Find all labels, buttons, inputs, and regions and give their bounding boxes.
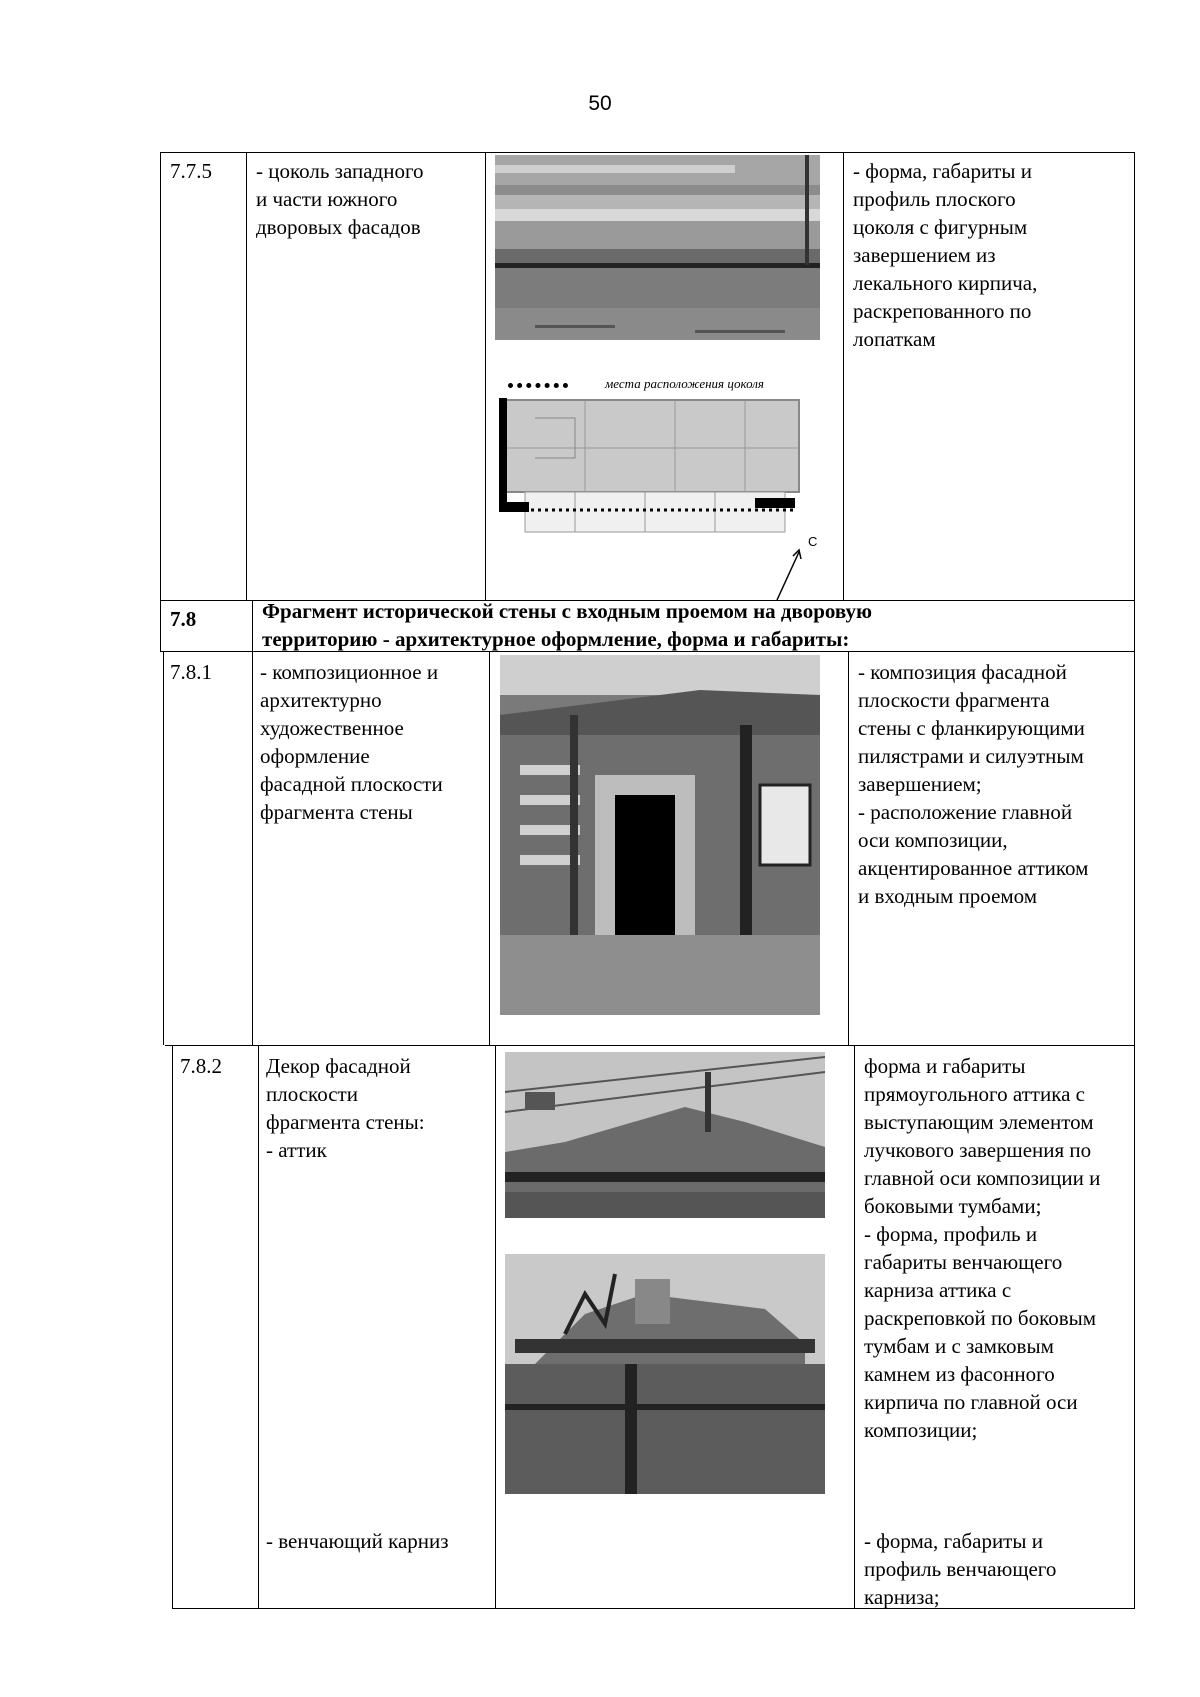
protected-features-cornice: - форма, габариты и профиль венчающего карниза;: [864, 1529, 1057, 1609]
plinth-photo: [495, 155, 820, 340]
floor-plan: [495, 398, 807, 548]
cornice-photo: [505, 1254, 825, 1494]
page-number: 50: [588, 92, 612, 115]
row-number: 7.7.5: [170, 159, 212, 183]
element-description: - композиционное и архитектурно художественное оформление фасадной плоскости фрагмента стены: [260, 660, 443, 824]
legend-marker: [508, 383, 568, 388]
element-description-cornice: - венчающий карниз: [266, 1529, 449, 1553]
protected-features: - форма, габариты и профиль плоского цоколя с фигурным завершением из лекального кирпича, раскрепованного по лопаткам: [853, 159, 1038, 351]
protected-features: форма и габариты прямоугольного аттика с выступающим элементом лучкового завершения по главной оси композиции и боковыми тумбами; - форма, профиль и габариты венчающего карниза аттика с раскреповкой по боковым тумбам и с замковым камнем из фасонного кирпича по главной оси композиции;: [864, 1054, 1101, 1442]
section-heading: Фрагмент исторической стены с входным проемом на дворовую территорию - архитектурное оформление, форма и габариты:: [262, 599, 873, 651]
element-description: - цоколь западного и части южного дворовых фасадов: [256, 159, 424, 239]
row-number: 7.8.2: [180, 1054, 222, 1078]
protected-features: - композиция фасадной плоскости фрагмента стены с фланкирующими пилястрами и силуэтным завершением; - расположение главной оси композиции, акцентированное аттиком и входным проемом: [858, 660, 1089, 908]
legend-label: места расположения цоколя: [605, 376, 764, 391]
row-number: 7.8: [170, 607, 197, 631]
row-number: 7.8.1: [170, 660, 212, 684]
attic-photo: [505, 1052, 825, 1218]
arrow-icon: [775, 548, 805, 602]
section-marker: С: [808, 534, 818, 549]
wall-entrance-photo: [500, 655, 820, 1015]
element-description: Декор фасадной плоскости фрагмента стены: - аттик: [266, 1054, 425, 1162]
